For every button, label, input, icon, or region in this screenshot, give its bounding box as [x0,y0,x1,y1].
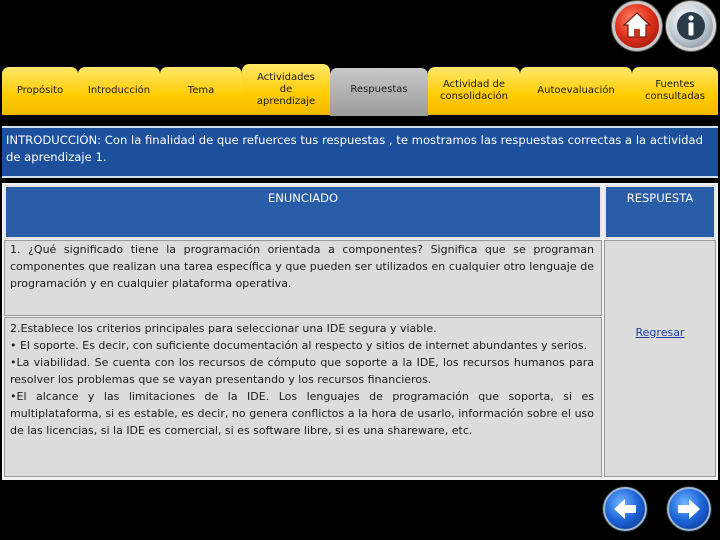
home-button[interactable] [612,1,662,51]
question-2-block [10,320,594,439]
tab-label: Actividad de consolidación [439,79,509,102]
tab-consolidacion[interactable] [428,67,520,115]
tab-label: Tema [187,85,215,96]
criterion-viabilidad: •La viabilidad. Se cuenta con los recursos de cómputo que soporte a la IDE, los recursos humanos para resolver los problemas que se vayan presentando y los recursos financieros. [10,356,594,386]
tab-label: Introducción [87,85,151,96]
info-button[interactable] [666,1,716,51]
tab-tema[interactable] [160,67,242,115]
tab-actividades[interactable] [242,64,330,115]
response-cell [604,240,716,477]
regresar-link[interactable]: Regresar [635,326,685,339]
tab-label: Propósito [16,85,64,96]
tab-label: Fuentes consultadas [644,79,705,102]
previous-button[interactable] [603,487,647,531]
tab-fuentes[interactable] [632,67,718,115]
tab-label: Actividades de aprendizaje [256,71,316,107]
tab-respuestas[interactable] [330,68,428,116]
tab-proposito[interactable] [2,67,78,115]
info-icon [669,4,713,48]
header-respuesta: RESPUESTA [626,191,694,205]
tab-autoevaluacion[interactable] [520,67,632,115]
tab-label: Autoevaluación [537,85,615,96]
criterion-soporte: • El soporte. Es decir, con suficiente documentación al respecto y sitios de internet abundantes y serios. [10,339,588,352]
criterion-alcance: •El alcance y las limitaciones de la IDE. Los lenguajes de programación que soporta, si es multiplataforma, si es estable, es decir, no genera conflictos a la hora de usarlo, información sobre el uso de las licencias, si la IDE es comercial, si es software libre, si es una shareware, etc. [10,390,594,437]
tab-introduccion[interactable] [78,67,160,115]
next-button[interactable] [667,487,711,531]
question-1-text: 1. ¿Qué significado tiene la programación orientada a componentes? Significa que se programan componentes que realizan una tarea específica y que pueden ser utilizados en cualquier otro lenguaje de programación y en cualquier plataforma operativa. [10,243,594,290]
arrow-right-icon [669,489,709,529]
intro-text: INTRODUCCIÓN: Con la finalidad de que refuerces tus respuestas , te mostramos las respuestas correctas a la actividad de aprendizaje 1. [6,133,703,164]
question-2-title: 2.Establece los criterios principales para seleccionar una IDE segura y viable. [10,322,437,335]
home-icon [615,4,659,48]
header-enunciado: ENUNCIADO [267,191,339,205]
tab-label: Respuestas [350,84,408,95]
arrow-left-icon [605,489,645,529]
